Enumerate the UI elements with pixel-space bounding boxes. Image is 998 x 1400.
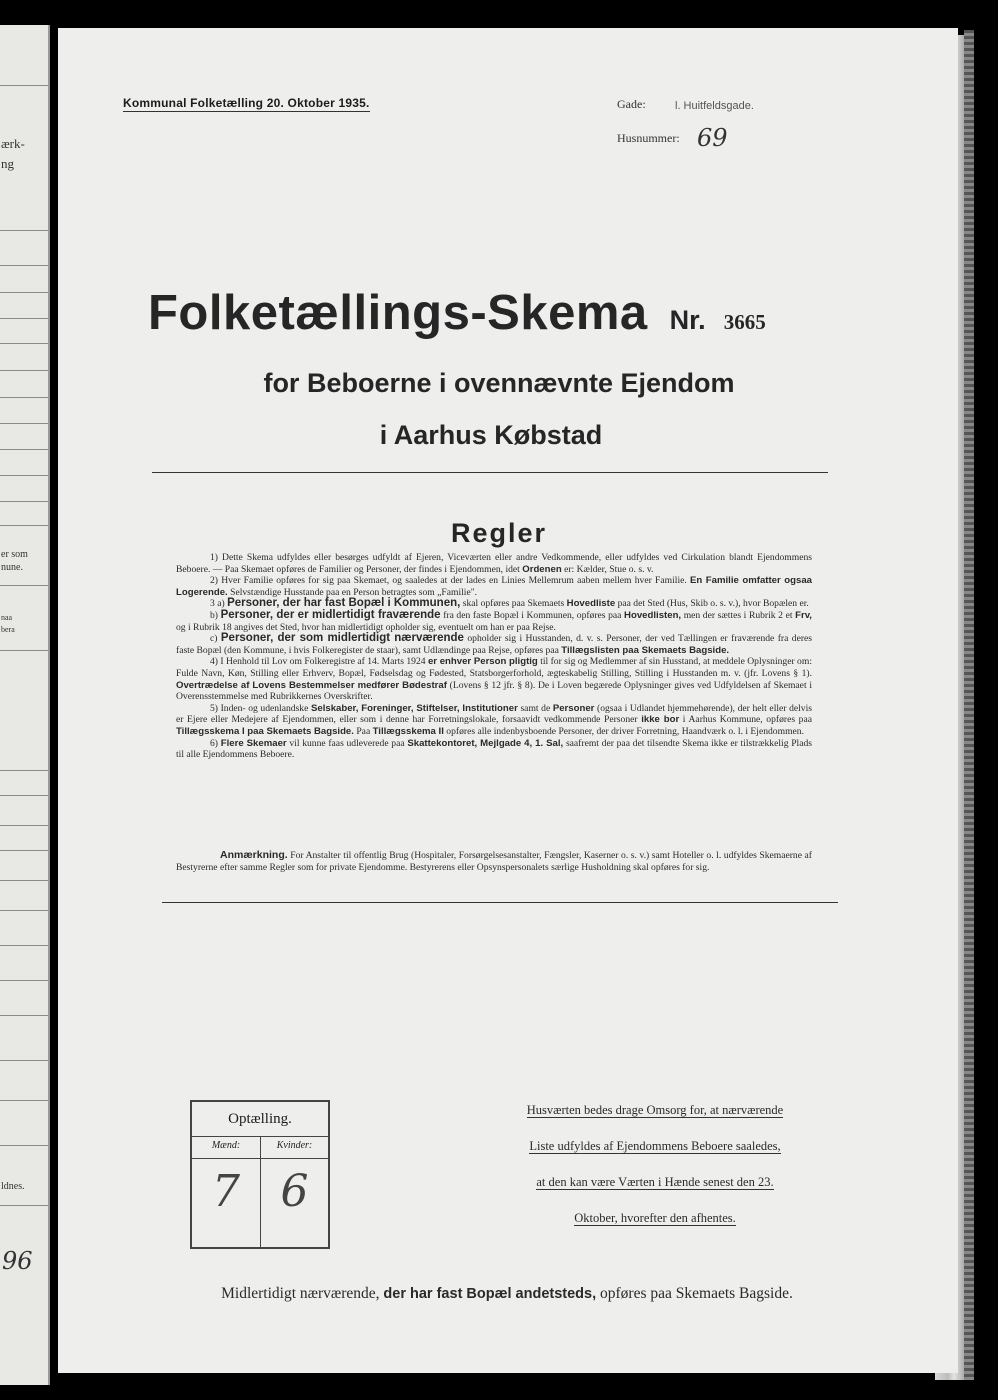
ruled-line — [0, 292, 48, 293]
left-fragment: ldnes. — [1, 1181, 25, 1192]
rule-3a: 3 a) Personer, der har fast Bopæl i Kommunen, skal opføres paa Skemaets Hovedliste paa det Sted (Hus, Skib o. s. v.), hvor Bopælen er. — [210, 597, 809, 610]
men-column — [192, 1136, 261, 1247]
house-number-value: 69 — [697, 124, 728, 152]
ruled-line — [0, 945, 48, 946]
house-number-label: Husnummer: — [617, 131, 680, 145]
ruled-line — [0, 795, 48, 796]
instruction-line: at den kan være Værten i Hænde senest den 23. — [536, 1175, 774, 1189]
divider — [192, 1158, 260, 1159]
ruled-line — [0, 585, 48, 586]
ruled-line — [0, 850, 48, 851]
rule-3b: b) Personer, der er midlertidigt fraværende fra den faste Bopæl i Kommunen, opføres paa Hovedlisten, men der sættes i Rubrik 2 et Frv, og i Rubrik 18 angives det Sted, hvor han midlertidigt opholder sig, eventuelt om han er paa Rejse. — [176, 608, 812, 633]
ruled-line — [0, 650, 48, 651]
remark-text: For Anstalter til offentlig Brug (Hospitaler, Forsørgelsesanstalter, Fængsler, Kaserner o. s. v.) samt Hoteller o. l. udfyldes Skemaerne af Bestyrerne efter samme Regler som for private Ejendomme. Bestyrerens eller Opsynspersonalets særlige Husholdning skal opføres for sig. — [176, 850, 812, 873]
binding-edge — [964, 30, 974, 1380]
ruled-line — [0, 825, 48, 826]
ruled-line — [0, 1060, 48, 1061]
ruled-line — [0, 501, 48, 502]
ruled-line — [0, 770, 48, 771]
ruled-line — [0, 1145, 48, 1146]
rule-3c: c) Personer, der som midlertidigt nærværende opholder sig i Husstanden, d. v. s. Personer, der ved Tællingen er fraværende fra deres faste Bopæl (den Kommune, i hvis Folkeregister de staar), samt Udlændinge paa Rejse, opføres paa Tillægslisten paa Skemaets Bagside. — [176, 632, 813, 656]
ruled-line — [0, 910, 48, 911]
left-page-strip — [0, 25, 50, 1385]
landlord-instructions — [490, 1092, 820, 1236]
ruled-line — [0, 880, 48, 881]
rule-4: 4) I Henhold til Lov om Folkeregistre af 14. Marts 1924 er enhver Person pligtig til for sig og Medlemmer af sin Husstand, at meddele Oplysninger om: Fulde Navn, Køn, Stilling eller Erhverv, Bopæl, Fødselsdag og Fødested, Statsborgerforhold, ægteskabelig Stilling, Stilling i Husstanden m. v. (jfr. Lovens § 1). Overtrædelse af Lovens Bestemmelser medfører Bødestraf (Lovens § 12 jfr. § 8). De i Loven begærede Oplysninger gives ved Udfyldelsen af Skemaet i Overensstemmelse med Rubrikkernes Overskrifter. — [176, 656, 813, 703]
ruled-line — [0, 980, 48, 981]
footer-note: Midlertidigt nærværende, der har fast Bopæl andetsteds, opføres paa Skemaets Bagside. — [221, 1285, 793, 1302]
street-value: l. Huitfeldsgade. — [675, 100, 754, 112]
women-label: Kvinder: — [276, 1140, 313, 1151]
form-title — [148, 285, 766, 341]
rule-5: 5) Inden- og udenlandske Selskaber, Foreninger, Stiftelser, Institutioner samt de Personer (ogsaa i Udlandet hjemmehørende), der helt eller delvis er Ejere eller Medejere af Ejendommen, eller som i denne har Forretningslokale, forsaavidt vedkommende Personer ikke bor i Aarhus Kommune, opføres paa Tillægsskema I paa Skemaets Bagside. Paa Tillægsskema II opføres alle indenbysboende Personer, der driver Forretning, Haandværk o. l. i Ejendommen. — [176, 702, 812, 737]
count-title: Optælling. — [192, 1102, 328, 1137]
ruled-line — [0, 475, 48, 476]
instruction-line: Liste udfyldes af Ejendommens Beboere saaledes, — [529, 1139, 781, 1153]
ruled-line — [0, 85, 48, 86]
divider — [261, 1158, 328, 1159]
ruled-line — [0, 343, 48, 344]
men-label: Mænd: — [211, 1140, 241, 1151]
rules-body — [176, 552, 812, 761]
left-fragment: nune. — [1, 562, 23, 573]
left-fragment: naa — [1, 613, 13, 622]
ruled-line — [0, 1205, 48, 1206]
left-fragment: ærk- — [1, 136, 25, 151]
rule-6: 6) Flere Skemaer vil kunne faas udleverede paa Skattekontoret, Mejlgade 4, 1. Sal, saafremt der paa det tilsendte Skema ikke er tilstrækkelig Plads til alle Ejendommens Beboere. — [176, 737, 812, 761]
title-main: Folketællings-Skema — [148, 286, 648, 340]
ruled-line — [0, 1015, 48, 1016]
left-fragment: bera — [1, 625, 15, 634]
subtitle-residents: for Beboerne i ovennævnte Ejendom — [263, 368, 735, 398]
women-column — [261, 1136, 328, 1247]
count-box — [190, 1100, 330, 1249]
ruled-line — [0, 265, 48, 266]
remark — [176, 850, 812, 873]
divider — [162, 902, 838, 903]
rule-2: 2) Hver Familie opføres for sig paa Skemaet, og saaledes at der lades en Linies Mellemrum aaben mellem hver Familie. En Familie omfatter ogsaa Logerende. Selvstændige Husstande paa en Person betragtes som „Familie". — [176, 575, 812, 598]
left-fragment: er som — [1, 549, 28, 560]
ruled-line — [0, 318, 48, 319]
title-nr-label: Nr. — [669, 305, 706, 335]
left-fragment: ng — [1, 156, 14, 171]
census-header: Kommunal Folketælling 20. Oktober 1935. — [123, 96, 370, 110]
ruled-line — [0, 1100, 48, 1101]
form-number: 3665 — [723, 310, 766, 334]
remark-label: Anmærkning. — [220, 849, 288, 861]
rule-1: 1) Dette Skema udfyldes eller besørges udfyldt af Ejeren, Viceværten eller andre Vedkommende, eller udfyldes ved Cirkulation blandt Ejendommens Beboere. — Paa Skemaet opføres de Familier og Personer, der findes i Ejendommen, idet Ordenen er: Kælder, Stue o. s. v. — [176, 552, 812, 575]
handwritten-scrawl: 96 — [2, 1247, 33, 1275]
subtitle-town: i Aarhus Købstad — [379, 420, 603, 450]
instruction-line: Husværten bedes drage Omsorg for, at nærværende — [526, 1103, 784, 1117]
instruction-line: Oktober, hvorefter den afhentes. — [574, 1211, 736, 1225]
rules-heading: Regler — [450, 518, 548, 548]
divider — [152, 472, 828, 473]
men-count: 7 — [212, 1166, 240, 1217]
women-count: 6 — [280, 1166, 309, 1217]
ruled-line — [0, 230, 48, 231]
street-label: Gade: — [617, 97, 646, 111]
